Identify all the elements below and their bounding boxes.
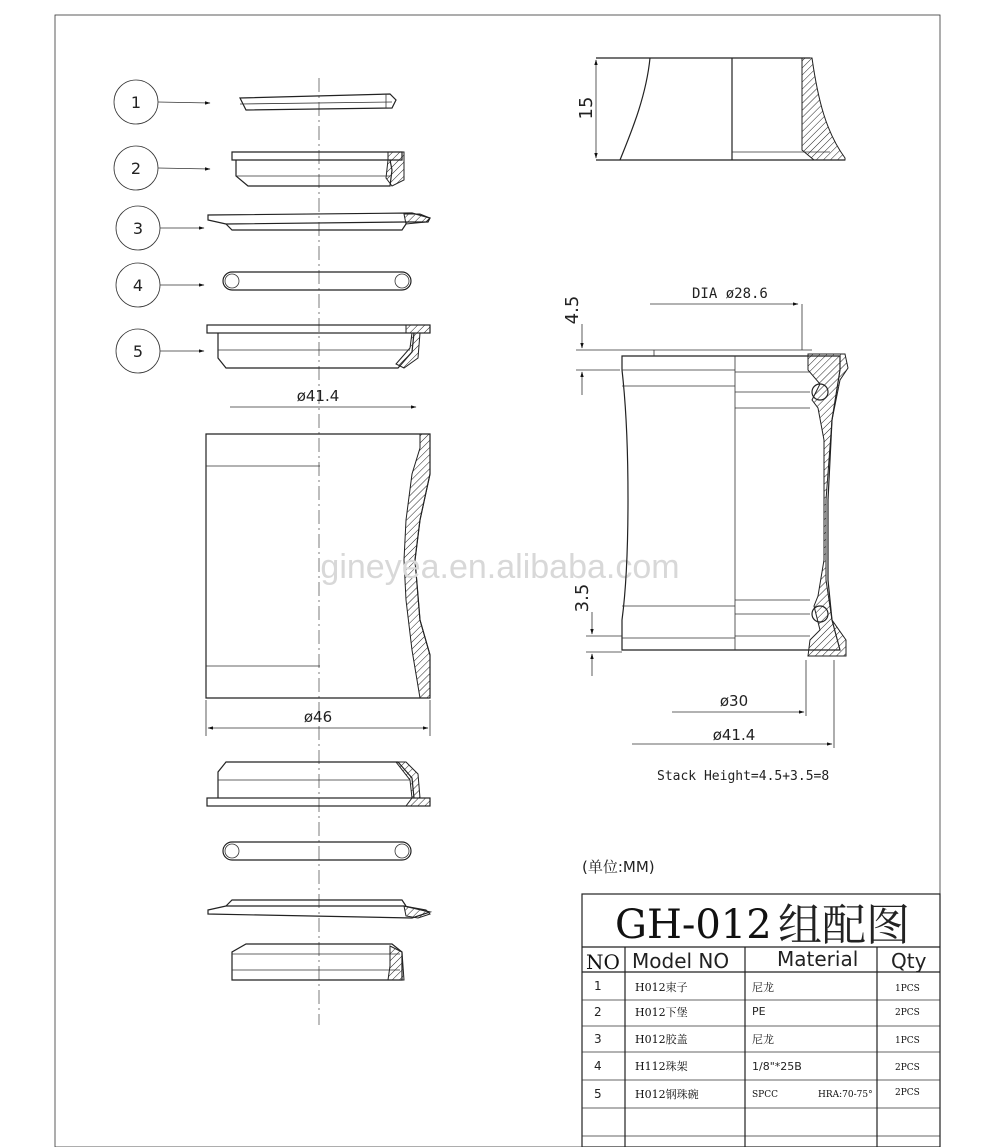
- top-cap-detail: [576, 58, 845, 160]
- callout-label-2: 2: [130, 159, 142, 178]
- unit-note: (单位:MM): [582, 858, 655, 876]
- callout-4: [116, 263, 204, 307]
- dim-top-stack: 4.5: [562, 295, 583, 325]
- lower-cap: [232, 944, 404, 980]
- dim-height-15: 15: [576, 96, 597, 120]
- watermark: gineyea.en.alibaba.com: [320, 548, 680, 586]
- row-3-model: H012胶盖: [635, 1033, 688, 1046]
- row-5-material: SPCC: [752, 1090, 778, 1100]
- dim-bottom-stack: 3.5: [572, 583, 593, 613]
- row-4-model: H112珠架: [635, 1060, 688, 1073]
- callout-3: [116, 206, 204, 250]
- row-1-qty: 1PCS: [895, 984, 920, 994]
- dim-exploded-46-text: ø46: [303, 708, 333, 726]
- row-1-model: H012束子: [635, 981, 688, 994]
- row-1-material: 尼龙: [752, 981, 774, 994]
- part-5-bearing-cup: [207, 325, 430, 368]
- part-callouts: [114, 80, 210, 373]
- callout-label-3: 3: [132, 219, 144, 238]
- dim-section-30: ø30: [719, 692, 749, 710]
- assembled-section: [562, 286, 848, 784]
- part-2-top-cap: [232, 152, 404, 186]
- stack-height-note: Stack Height=4.5+3.5=8: [657, 769, 830, 784]
- title-block: [582, 858, 940, 1147]
- lower-bearing-ring: [223, 842, 411, 860]
- row-5-material-note: HRA:70-75°: [818, 1090, 873, 1100]
- callout-label-4: 4: [132, 276, 144, 295]
- drawing-model-number: GH-012: [615, 902, 772, 948]
- row-1-no: 1: [594, 979, 602, 993]
- part-1-compression-ring: [240, 94, 396, 110]
- row-2-qty: 2PCS: [895, 1008, 920, 1018]
- row-5-model: H012钢珠碗: [635, 1088, 699, 1101]
- row-4-qty: 2PCS: [895, 1063, 920, 1073]
- dim-exploded-46: [206, 700, 430, 736]
- row-5-no: 5: [594, 1087, 602, 1101]
- header-model: Model NO: [632, 949, 730, 973]
- dim-dia-tube: DIA ø28.6: [692, 286, 768, 302]
- row-3-material: 尼龙: [752, 1033, 774, 1046]
- row-5-qty: 2PCS: [895, 1088, 920, 1098]
- header-qty: Qty: [891, 949, 927, 973]
- callout-2: [114, 146, 210, 190]
- row-3-no: 3: [594, 1032, 602, 1046]
- dim-section-41: ø41.4: [712, 726, 756, 744]
- lower-bearing-cup: [207, 762, 430, 806]
- part-4-bearing-ring: [223, 272, 411, 290]
- row-2-model: H012下堡: [635, 1006, 688, 1019]
- callout-1: [114, 80, 210, 124]
- row-3-qty: 1PCS: [895, 1036, 920, 1046]
- dim-exploded-41-text: ø41.4: [296, 387, 340, 405]
- callout-label-5: 5: [132, 342, 144, 361]
- row-2-material: PE: [752, 1005, 766, 1018]
- dim-exploded-41: [230, 387, 416, 407]
- callout-label-1: 1: [130, 93, 142, 112]
- row-2-no: 2: [594, 1005, 602, 1019]
- row-4-no: 4: [594, 1059, 602, 1073]
- header-material: Material: [777, 947, 859, 971]
- row-4-material: 1/8"*25B: [752, 1060, 802, 1073]
- exploded-view: [114, 78, 680, 1025]
- callout-5: [116, 329, 204, 373]
- header-no: NO: [586, 950, 620, 974]
- drawing-name: 组配图: [778, 900, 910, 951]
